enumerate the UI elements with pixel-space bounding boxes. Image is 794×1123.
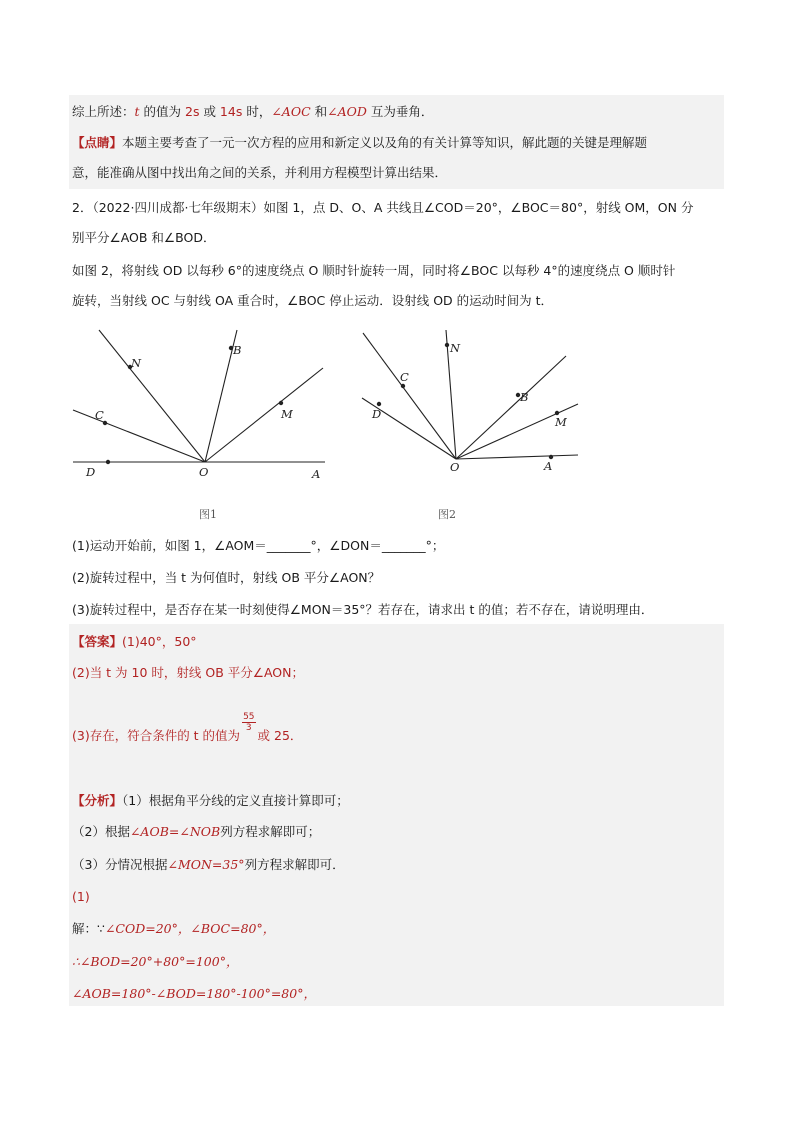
analysis-tag: 【分析】: [72, 793, 123, 808]
fig2-label-N: N: [450, 341, 461, 355]
analysis-line-3: （3）分情况根据∠MON=35°列方程求解即可．: [72, 857, 345, 872]
solution-part: (1): [72, 889, 90, 904]
figure-2-points: [377, 343, 559, 459]
figure-2: [362, 330, 578, 459]
problem-line-2: 别平分∠AOB 和∠BOD．: [72, 230, 216, 245]
fig1-label-C: C: [95, 408, 104, 422]
fig2-label-A: A: [544, 459, 553, 473]
fig1-label-B: B: [233, 343, 242, 357]
fig2-label-D: D: [372, 407, 382, 421]
figure-diagrams: [0, 318, 794, 548]
figure-1: [73, 330, 325, 462]
fig1-label-D: D: [86, 465, 96, 479]
fig2-caption: 图2: [438, 508, 456, 521]
analysis-line-1: 【分析】（1）根据角平分线的定义直接计算即可；: [72, 793, 349, 808]
analysis-line-2: （2）根据∠AOB=∠NOB列方程求解即可；: [72, 824, 321, 839]
problem-line-3: 如图 2，将射线 OD 以每秒 6°的速度绕点 O 顺时针旋转一周，同时将∠BOC 以每秒 4°的速度绕点 O 顺时针: [72, 263, 676, 278]
answer-tag: 【答案】: [72, 634, 123, 649]
question-3: (3)旋转过程中，是否存在某一时刻使得∠MON＝35°？若存在，请求出 t 的值；若不存在，请说明理由．: [72, 602, 654, 617]
answer-line-2: (2)当 t 为 10 时，射线 OB 平分∠AON；: [72, 665, 304, 680]
fig1-caption: 图1: [199, 508, 217, 521]
answer-fraction: $\frac{55}{3}$: [243, 712, 255, 733]
fig2-label-M: M: [555, 415, 567, 429]
fig1-label-N: N: [131, 356, 142, 370]
answer-line-3: (3)存在，符合条件的 t 的值为 $\frac{55}{3}$ 或 25．: [72, 712, 303, 743]
fig1-label-A: A: [312, 467, 321, 481]
fig2-label-C: C: [400, 370, 409, 384]
solution-line-1: 解：∵∠COD=20°，∠BOC=80°，: [72, 921, 276, 936]
comment-tag: 【点睛】: [72, 135, 123, 150]
summary-line: 综上所述：t 的值为 2s 或 14s 时，∠AOC 和∠AOD 互为垂角．: [72, 104, 434, 119]
fig1-label-O: O: [199, 465, 209, 479]
question-1: (1)运动开始前，如图 1，∠AOM＝_______°，∠DON＝_______°；: [72, 538, 445, 553]
fig2-label-O: O: [450, 460, 460, 474]
answer-line-1: 【答案】(1)40°，50°: [72, 634, 197, 649]
solution-line-2: ∴∠BOD=20°+80°=100°，: [72, 954, 239, 969]
solution-line-3: ∠AOB=180°-∠BOD=180°-100°=80°，: [72, 986, 316, 1001]
comment-line-2: 意，能准确从图中找出角之间的关系，并利用方程模型计算出结果．: [72, 165, 448, 180]
question-2: (2)旋转过程中，当 t 为何值时，射线 OB 平分∠AON？: [72, 570, 381, 585]
fig1-label-M: M: [281, 407, 293, 421]
problem-line-1: 2．（2022·四川成都·七年级期末）如图 1，点 D、O、A 共线且∠COD＝20°，∠BOC＝80°，射线 OM，ON 分: [72, 200, 694, 215]
comment-line-1: 【点睛】本题主要考查了一元一次方程的应用和新定义以及角的有关计算等知识，解此题的关键是理解题: [72, 135, 648, 150]
problem-line-4: 旋转，当射线 OC 与射线 OA 重合时，∠BOC 停止运动．设射线 OD 的运动时间为 t．: [72, 293, 554, 308]
fig2-label-B: B: [520, 390, 529, 404]
